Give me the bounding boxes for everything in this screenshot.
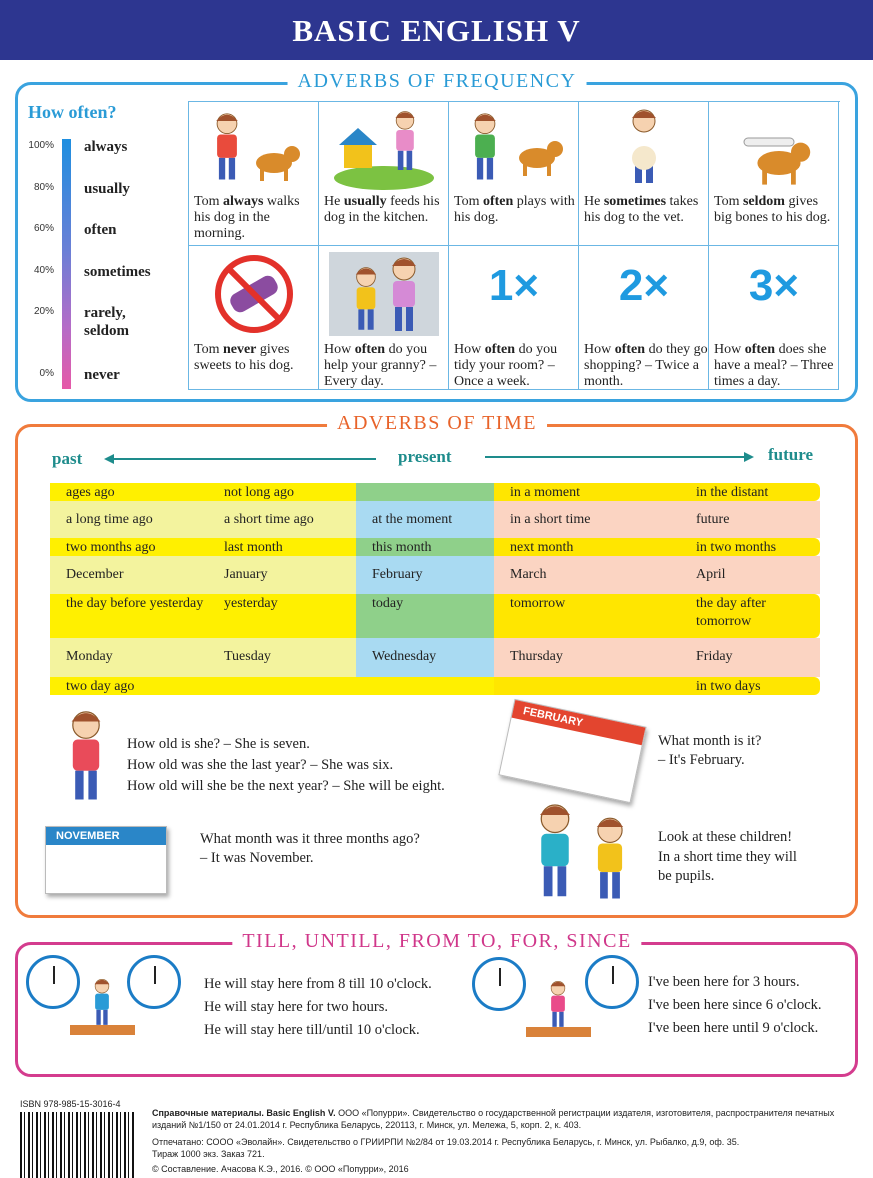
caption-text: Tom	[194, 342, 223, 357]
caption-adverb: seldom	[742, 194, 785, 209]
caption-adverb: often	[354, 342, 386, 357]
scale-percent: 80%	[33, 182, 54, 193]
time-cell	[208, 677, 356, 695]
time-cell: not long ago	[208, 483, 356, 501]
girl-illustration	[62, 705, 110, 810]
caption-text: plays with his dog.	[454, 194, 575, 225]
time-cell: in the distant	[680, 483, 820, 501]
girl-example	[127, 734, 445, 797]
time-cell: two months ago	[50, 538, 208, 556]
scale-percent: 100%	[28, 140, 54, 151]
example-line: He will stay here for two hours.	[204, 999, 389, 1015]
time-cell: Thursday	[494, 638, 680, 677]
boy-walking-dog-icon	[199, 108, 309, 192]
example-line: I've been here since 6 o'clock.	[648, 997, 822, 1013]
till-right-examples	[648, 971, 822, 1040]
example-line: I've been here for 3 hours.	[648, 974, 800, 990]
time-cell: March	[494, 556, 680, 594]
calendar-month: FEBRUARY	[512, 700, 646, 745]
example-line: I've been here until 9 o'clock.	[648, 1020, 819, 1036]
time-cell	[494, 677, 680, 695]
time-cell: last month	[208, 538, 356, 556]
till-left-examples	[204, 973, 432, 1042]
time-cell: today	[356, 594, 494, 638]
children-example	[658, 828, 797, 887]
time-cell: tomorrow	[494, 594, 680, 638]
time-cell: Tuesday	[208, 638, 356, 677]
dog-with-bone-icon	[719, 108, 829, 192]
frequency-card	[189, 102, 319, 246]
imprint-text: ООО «Попурри». Свидетельство о государственной регистрации издателя, изготовителя, распространителя печатных изданий №1/150 от 24.01.2014 г. Республика Беларусь, 220113, г. Минск, ул. Мележа, 5, корп. 2, к. 403.	[152, 1108, 835, 1130]
desk-icon	[70, 1025, 135, 1035]
footer-printer: Отпечатано: СООО «Эволайн». Свидетельство о ГРИИРПИ №2/84 от 19.03.2014 г. Республика Беларусь, г. Минск, ул. Рыбалко, д.9, оф. 35.	[152, 1137, 740, 1147]
time-cell: ages ago	[50, 483, 208, 501]
caption-text: gives sweets to his dog.	[194, 342, 294, 373]
time-cell: in a short time	[494, 501, 680, 538]
example-line: In a short time they will	[658, 848, 797, 865]
frequency-scale-bar	[62, 139, 71, 389]
time-cell: the day before yesterday	[50, 594, 208, 638]
till-title: TILL, UNTILL, FROM TO, FOR, SINCE	[232, 930, 641, 953]
clock-icon	[26, 955, 80, 1009]
how-often-heading: How often?	[28, 102, 117, 122]
frequency-title: ADVERBS OF FREQUENCY	[288, 70, 587, 93]
time-row	[50, 501, 820, 538]
scale-adverb: usually	[84, 181, 130, 197]
time-cell: April	[680, 556, 820, 594]
time-cell: Wednesday	[356, 638, 494, 677]
footer-copyright: © Составление. Ачасова К.Э., 2016. © ООО «Попурри», 2016	[152, 1164, 409, 1174]
caption-text: do they go shopping? – Twice a month.	[584, 342, 708, 389]
boy-at-desk-illustration	[82, 978, 122, 1028]
caption-text: He	[584, 194, 604, 209]
boy-helping-granny-icon	[329, 252, 439, 336]
example-line: How old is she? – She is seven.	[127, 736, 310, 752]
caption-adverb: always	[222, 194, 264, 209]
example-line: – It was November.	[200, 850, 314, 866]
past-arrow	[106, 458, 376, 460]
time-cell: at the moment	[356, 501, 494, 538]
time-cell: in two days	[680, 677, 820, 695]
clock-icon	[585, 955, 639, 1009]
frequency-card	[709, 246, 839, 390]
frequency-card	[449, 102, 579, 246]
caption-text: Tom	[454, 194, 483, 209]
frequency-card	[579, 102, 709, 246]
caption-text: Tom	[714, 194, 743, 209]
frequency-card	[189, 246, 319, 390]
november-calendar-icon	[45, 826, 167, 894]
time-cell: Monday	[50, 638, 208, 677]
example-line: Look at these children!	[658, 829, 793, 845]
scale-percent: 20%	[33, 306, 54, 317]
scale-adverb: always	[84, 139, 128, 155]
scale-adverb: sometimes	[84, 264, 151, 280]
time-cell: December	[50, 556, 208, 594]
girl-at-desk-illustration	[538, 980, 578, 1030]
scale-adverb: never	[84, 367, 120, 383]
example-line: be pupils.	[658, 868, 715, 884]
frequency-card	[579, 246, 709, 390]
caption-adverb: usually	[343, 194, 387, 209]
frequency-card	[449, 246, 579, 390]
card-caption	[324, 194, 448, 226]
frequency-card	[319, 246, 449, 390]
past-label: past	[52, 449, 83, 468]
time-cell	[356, 677, 494, 695]
no-sweets-icon	[199, 252, 309, 336]
caption-adverb: often	[482, 194, 514, 209]
caption-text: do you tidy your room? – Once a week.	[454, 342, 558, 389]
page-title: BASIC ENGLISH V	[0, 0, 873, 60]
time-cell: yesterday	[208, 594, 356, 638]
card-caption	[714, 194, 838, 226]
caption-adverb: sometimes	[603, 194, 667, 209]
example-line: He will stay here till/until 10 o'clock.	[204, 1022, 420, 1038]
future-arrow	[485, 456, 747, 458]
caption-text: do you help your granny? – Every day.	[324, 342, 437, 389]
caption-text: gives big bones to his dog.	[714, 194, 831, 225]
imprint-title: Справочные материалы. Basic English V.	[152, 1108, 336, 1118]
time-cell: in two months	[680, 538, 820, 556]
time-row	[50, 677, 820, 695]
caption-text: Tom	[194, 194, 223, 209]
caption-text: He	[324, 194, 344, 209]
caption-text: How	[324, 342, 355, 357]
time-row	[50, 538, 820, 556]
scale-adverb: rarely, seldom	[84, 305, 129, 339]
barcode	[20, 1112, 135, 1178]
frequency-count: 3×	[748, 261, 800, 310]
calendar-month: NOVEMBER	[46, 827, 166, 845]
caption-text: How	[454, 342, 485, 357]
card-caption	[584, 194, 708, 226]
time-cell: January	[208, 556, 356, 594]
caption-adverb: often	[614, 342, 646, 357]
man-feeding-dog-icon	[329, 108, 439, 192]
boy-illustration	[530, 800, 580, 905]
card-caption	[454, 194, 578, 226]
time-cell: a short time ago	[208, 501, 356, 538]
november-example	[200, 830, 420, 868]
card-caption	[324, 342, 448, 390]
present-label: present	[398, 447, 452, 466]
vet-icon	[589, 108, 699, 192]
time-cell: a long time ago	[50, 501, 208, 538]
card-caption	[454, 342, 578, 390]
example-line: What month was it three months ago?	[200, 831, 420, 847]
scale-percent: 40%	[33, 265, 54, 276]
arrow-left-icon	[104, 454, 114, 464]
footer-run: Тираж 1000 экз. Заказ 721.	[152, 1149, 265, 1159]
caption-text: How	[584, 342, 615, 357]
boy-playing-dog-icon	[459, 108, 569, 192]
card-caption	[194, 342, 318, 374]
time-cell: next month	[494, 538, 680, 556]
frequency-count: 1×	[488, 261, 540, 310]
isbn: ISBN 978-985-15-3016-4	[20, 1099, 121, 1109]
time-row	[50, 483, 820, 501]
time-cell: two day ago	[50, 677, 208, 695]
time-cell: future	[680, 501, 820, 538]
february-example	[658, 732, 762, 770]
future-label: future	[768, 445, 814, 464]
time-row	[50, 556, 820, 594]
frequency-grid	[188, 101, 840, 390]
scale-percent: 60%	[33, 223, 54, 234]
caption-text: walks his dog in the morning.	[194, 194, 300, 241]
clock-icon	[127, 955, 181, 1009]
frequency-card	[709, 102, 839, 246]
scale-percent: 0%	[39, 368, 54, 379]
card-caption	[714, 342, 838, 390]
frequency-card	[319, 102, 449, 246]
arrow-right-icon	[744, 452, 754, 462]
time-cell: February	[356, 556, 494, 594]
card-caption	[584, 342, 708, 390]
girl-pupil-illustration	[588, 815, 632, 905]
example-line: How old was she the last year? – She was six.	[127, 757, 394, 773]
example-line: – It's February.	[658, 752, 745, 768]
time-cell: Friday	[680, 638, 820, 677]
footer-imprint	[152, 1107, 857, 1131]
clock-icon	[472, 957, 526, 1011]
frequency-count: 2×	[618, 261, 670, 310]
time-title: ADVERBS OF TIME	[327, 412, 547, 435]
time-cell	[356, 483, 494, 501]
time-cell: this month	[356, 538, 494, 556]
caption-adverb: often	[484, 342, 516, 357]
time-cell: in a moment	[494, 483, 680, 501]
caption-adverb: often	[744, 342, 776, 357]
caption-text: How	[714, 342, 745, 357]
example-line: What month is it?	[658, 733, 762, 749]
desk-icon	[526, 1027, 591, 1037]
time-cell: the day after tomorrow	[680, 594, 820, 638]
scale-adverb: often	[84, 222, 117, 238]
caption-text: takes his dog to the vet.	[584, 194, 699, 225]
caption-text: does she have a meal? – Three times a day.	[714, 342, 834, 389]
time-row	[50, 594, 820, 638]
card-caption	[194, 194, 318, 242]
time-row	[50, 638, 820, 677]
caption-adverb: never	[222, 342, 257, 357]
example-line: He will stay here from 8 till 10 o'clock.	[204, 976, 432, 992]
example-line: How old will she be the next year? – She will be eight.	[127, 778, 445, 794]
caption-text: feeds his dog in the kitchen.	[324, 194, 440, 225]
